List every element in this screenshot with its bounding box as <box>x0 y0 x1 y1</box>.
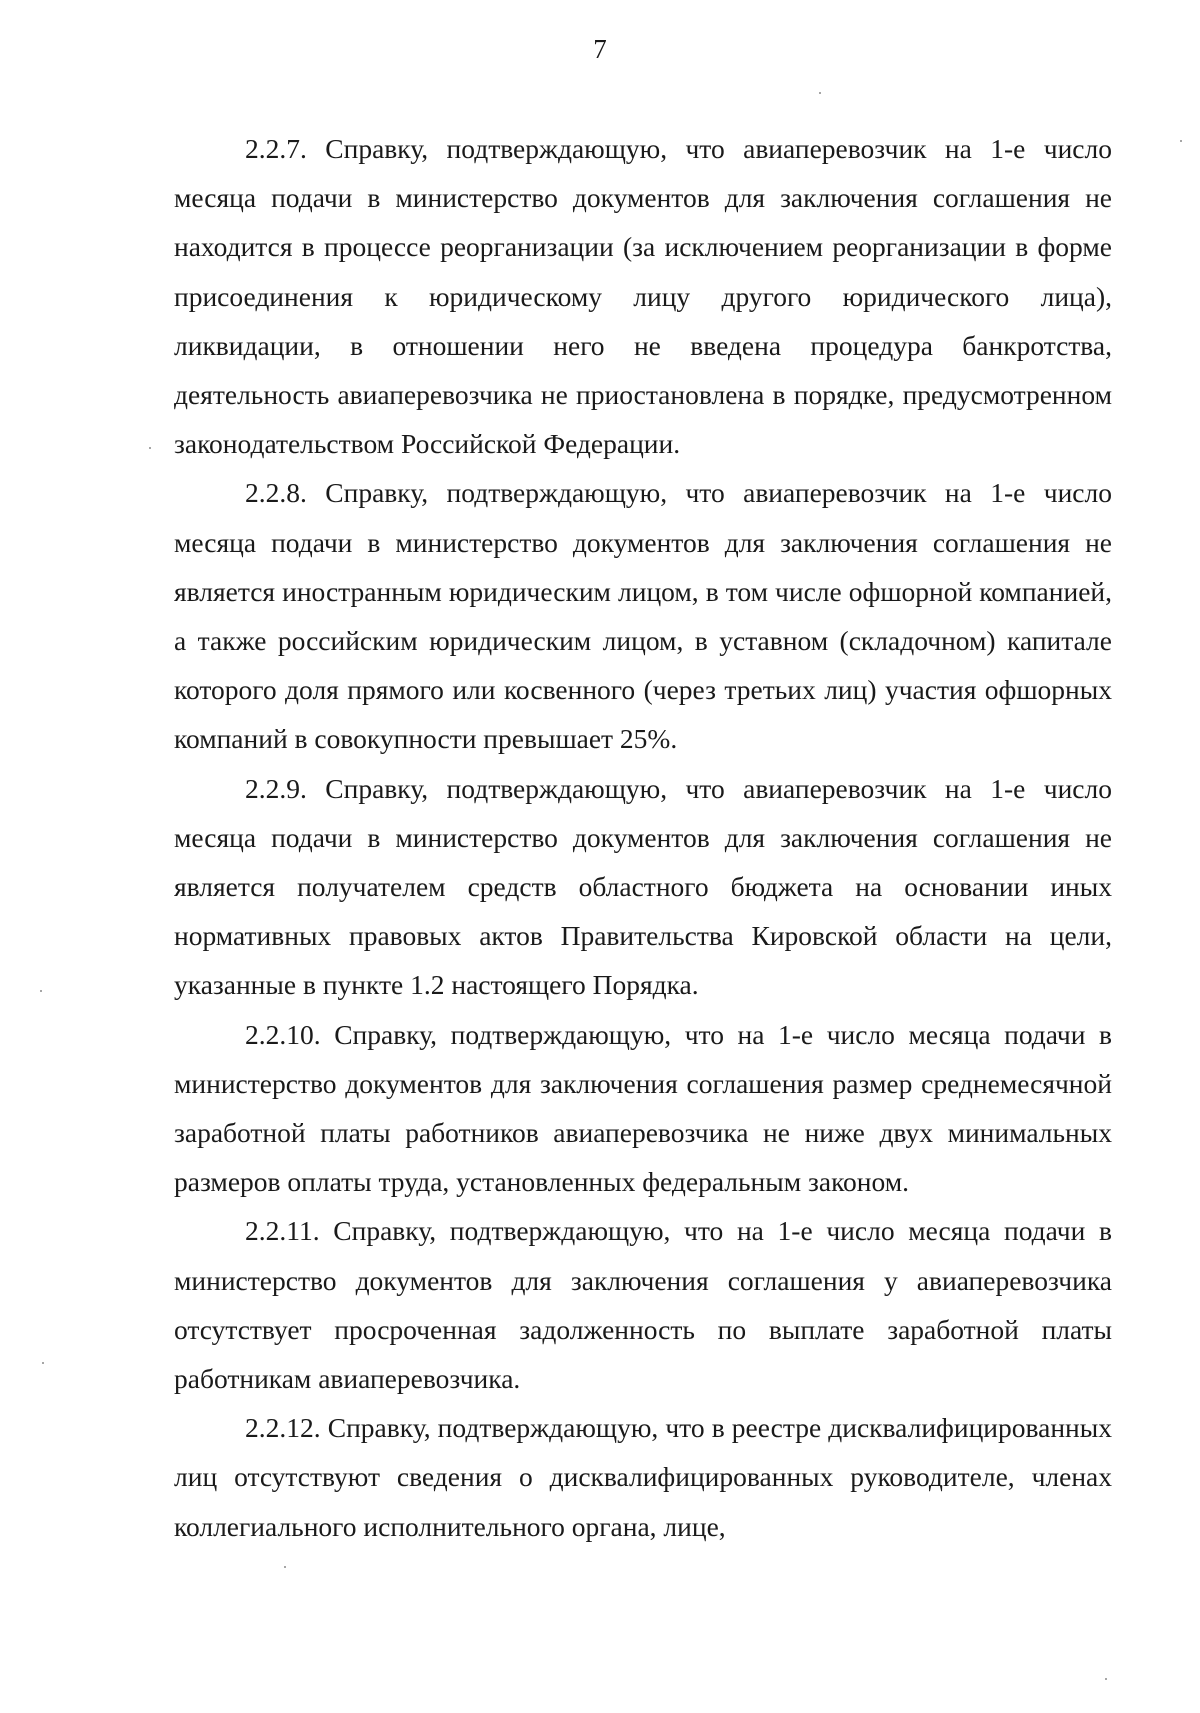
scan-speck <box>40 990 42 992</box>
scan-speck <box>284 1566 286 1568</box>
paragraph-2-2-10: 2.2.10. Справку, подтверждающую, что на 1-е число месяца подачи в министерство документов для заключения соглашения размер среднемесячной заработной платы работников авиаперевозчика не ниже двух минимальных размеров оплаты труда, установленных федеральным законом. <box>174 1018 1112 1198</box>
scan-speck <box>42 1362 44 1364</box>
scan-speck <box>819 92 821 94</box>
scan-speck <box>149 447 151 449</box>
paragraph-2-2-8: 2.2.8. Справку, подтверждающую, что авиаперевозчик на 1-е число месяца подачи в министерство документов для заключения соглашения не является иностранным юридическим лицом, в том числе офшорной компанией, а также российским юридическим лицом, в уставном (складочном) капитале которого доля прямого или косвенного (через третьих лиц) участия офшорных компаний в совокупности превышает 25%. <box>174 477 1112 755</box>
document-body <box>174 124 1112 1551</box>
paragraph-2-2-9: 2.2.9. Справку, подтверждающую, что авиаперевозчик на 1-е число месяца подачи в министерство документов для заключения соглашения не является получателем средств областного бюджета на основании иных нормативных правовых актов Правительства Кировской области на цели, указанные в пункте 1.2 настоящего Порядка. <box>174 772 1112 1001</box>
scan-speck <box>1180 140 1182 142</box>
paragraph-2-2-11: 2.2.11. Справку, подтверждающую, что на 1-е число месяца подачи в министерство документов для заключения соглашения у авиаперевозчика отсутствует просроченная задолженность по выплате заработной платы работникам авиаперевозчика. <box>174 1215 1112 1395</box>
page-number: 7 <box>593 34 607 64</box>
paragraph-2-2-7: 2.2.7. Справку, подтверждающую, что авиаперевозчик на 1-е число месяца подачи в министерство документов для заключения соглашения не находится в процессе реорганизации (за исключением реорганизации в форме присоединения к юридическому лицу другого юридического лица), ликвидации, в отношении него не введена процедура банкротства, деятельность авиаперевозчика не приостановлена в порядке, предусмотренном законодательством Российской Федерации. <box>174 133 1112 460</box>
paragraph-2-2-12: 2.2.12. Справку, подтверждающую, что в реестре дисквалифицированных лиц отсутствуют сведения о дисквалифицированных руководителе, членах коллегиального исполнительного органа, лице, <box>174 1412 1112 1542</box>
scan-speck <box>1105 1678 1107 1680</box>
